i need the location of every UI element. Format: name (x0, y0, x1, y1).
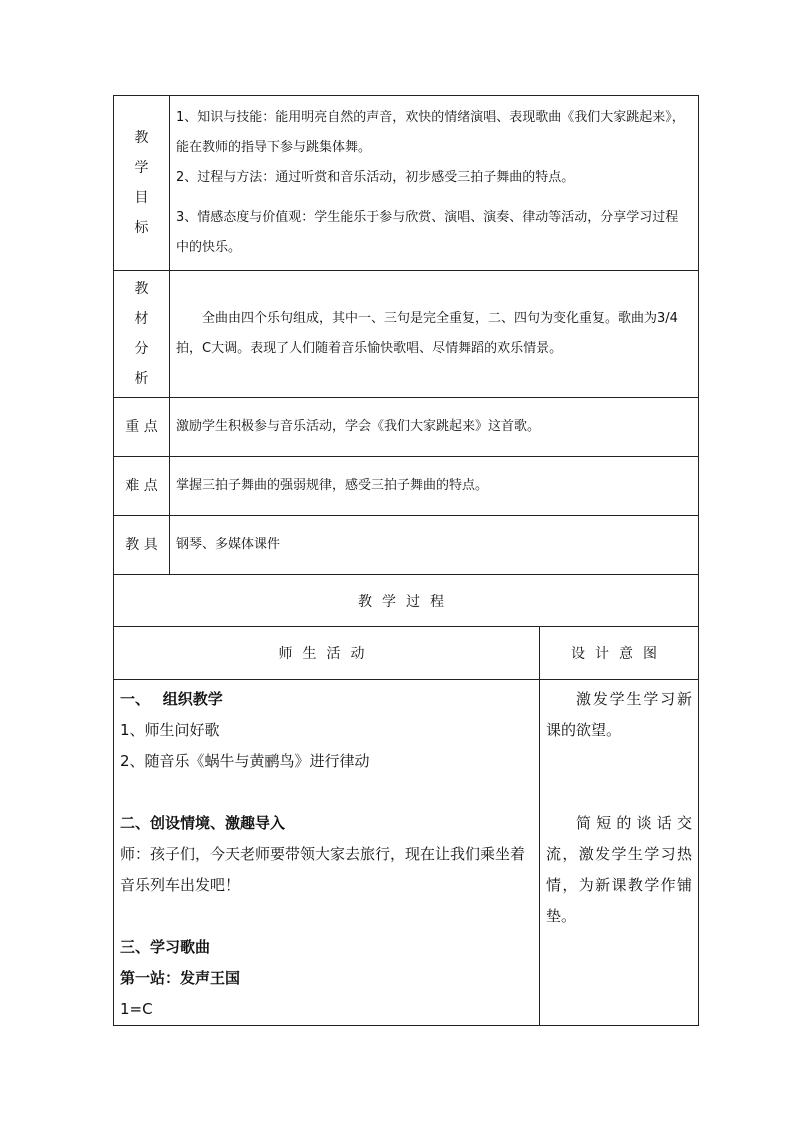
difficulty-label: 难 点 (114, 457, 170, 516)
tools-label: 教 具 (114, 516, 170, 575)
process-title-row (114, 575, 699, 627)
key-point-label: 重 点 (114, 398, 170, 457)
station-1-title: 第一站：发声王国 (120, 969, 241, 987)
objectives-content (170, 96, 699, 271)
process-body-row (114, 680, 699, 1026)
process-title: 教学过程 (114, 575, 699, 627)
key-signature: 1=C (120, 1000, 153, 1018)
analysis-label-char: 析 (134, 371, 149, 387)
intent-1: 激发学生学习新课的欲望。 (546, 690, 692, 739)
section-1-item: 2、随音乐《蜗牛与黄鹂鸟》进行律动 (120, 752, 370, 770)
section-2-text: 师：孩子们，今天老师要带领大家去旅行，现在让我们乘坐着音乐列车出发吧！ (120, 845, 526, 894)
analysis-row (114, 271, 699, 398)
activity-content (114, 680, 540, 1026)
intent-column-header: 设计意图 (540, 627, 699, 680)
intent-2: 简短的谈话交流，激发学生学习热情，为新课教学作铺垫。 (546, 814, 692, 925)
tools-row (114, 516, 699, 575)
objective-item: 3、情感态度与价值观：学生能乐于参与欣赏、演唱、演奏、律动等活动，分享学习过程中的快乐。 (176, 210, 679, 255)
analysis-label (114, 271, 170, 398)
objectives-label-char: 目 (134, 190, 149, 206)
difficulty-row (114, 457, 699, 516)
section-1-item: 1、师生问好歌 (120, 721, 220, 739)
objective-item: 2、过程与方法：通过听赏和音乐活动，初步感受三拍子舞曲的特点。 (176, 170, 575, 185)
analysis-content (170, 271, 699, 398)
activity-column-header: 师生活动 (114, 627, 540, 680)
process-header-row (114, 627, 699, 680)
objectives-label (114, 96, 170, 271)
objectives-label-char: 教 (134, 130, 149, 146)
section-1-title: 一、 组织教学 (120, 690, 223, 708)
lesson-plan-table (113, 95, 699, 1026)
difficulty-text: 掌握三拍子舞曲的强弱规律，感受三拍子舞曲的特点。 (170, 457, 699, 516)
lesson-plan-page (113, 95, 698, 1026)
analysis-label-char: 分 (134, 341, 149, 357)
section-3-title: 三、学习歌曲 (120, 938, 211, 956)
key-point-row (114, 398, 699, 457)
analysis-label-char: 材 (134, 311, 149, 327)
spacer (120, 901, 533, 932)
objectives-row (114, 96, 699, 271)
spacer (120, 777, 533, 808)
spacer (176, 193, 690, 203)
objectives-label-char: 学 (134, 160, 149, 176)
objective-item: 1、知识与技能：能用明亮自然的声音，欢快的情绪演唱、表现歌曲《我们大家跳起来》，能在教师的指导下参与跳集体舞。 (176, 110, 685, 155)
objectives-label-char: 标 (134, 220, 149, 236)
section-2-title: 二、创设情境、激趣导入 (120, 814, 286, 832)
intent-content (540, 680, 699, 1026)
analysis-label-char: 教 (134, 281, 149, 297)
tools-text: 钢琴、多媒体课件 (170, 516, 699, 575)
analysis-text: 全曲由四个乐句组成，其中一、三句是完全重复，二、四句为变化重复。歌曲为3/4拍，C大调。表现了人们随着音乐愉快歌唱、尽情舞蹈的欢乐情景。 (176, 311, 678, 356)
key-point-text: 激励学生积极参与音乐活动，学会《我们大家跳起来》这首歌。 (170, 398, 699, 457)
spacer (546, 746, 692, 808)
